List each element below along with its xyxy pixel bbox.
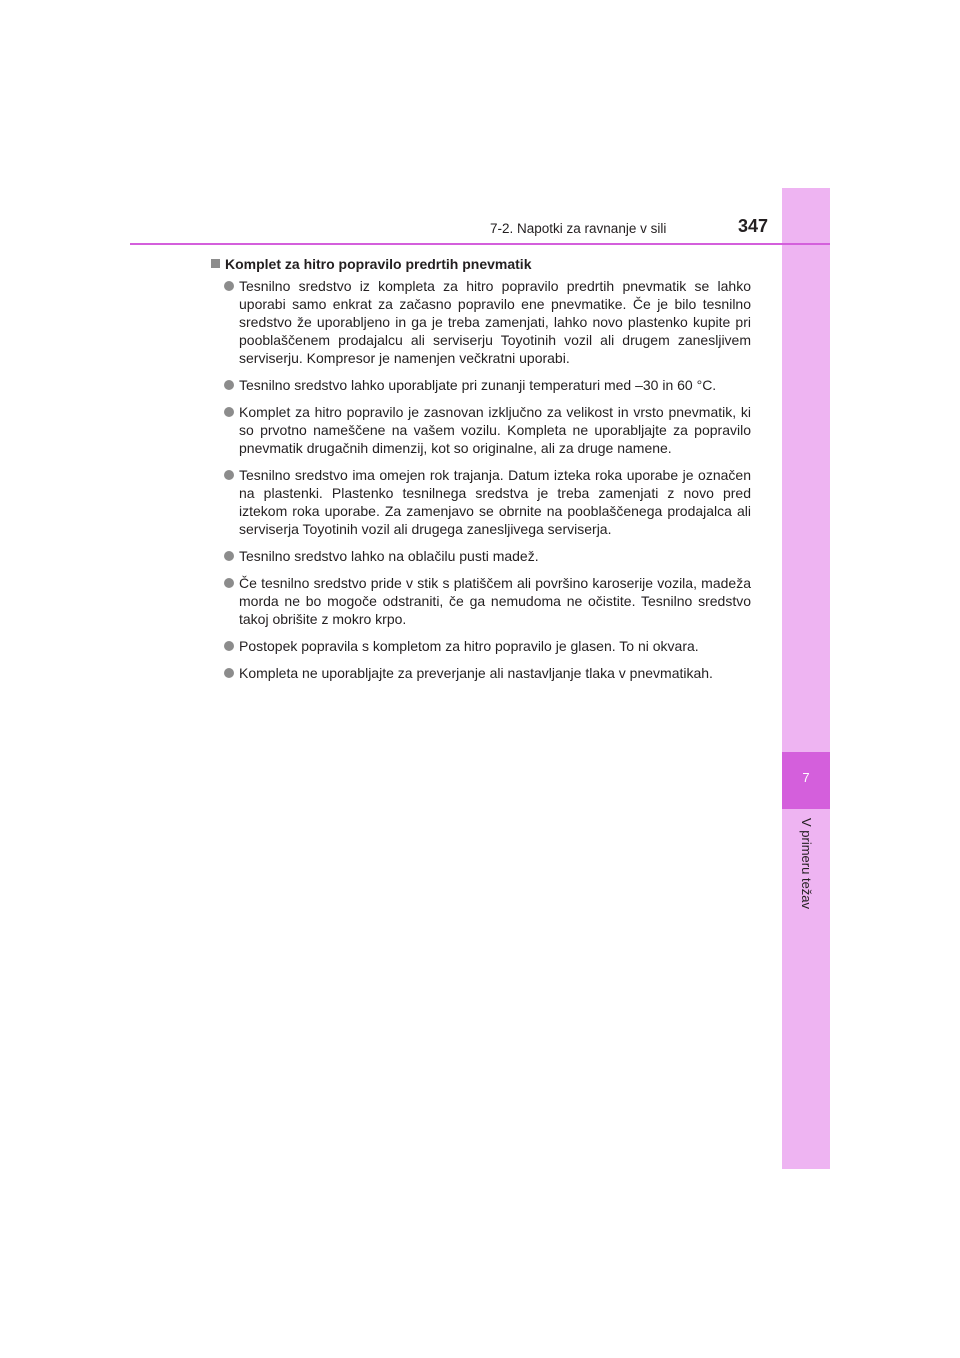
chapter-side-tab — [782, 188, 830, 1169]
square-bullet-icon — [211, 259, 220, 268]
bullet-list — [211, 277, 751, 682]
bullet-dot-icon — [224, 407, 234, 417]
list-item — [211, 376, 751, 394]
list-item-text: Kompleta ne uporabljajte za preverjanje ali nastavljanje tlaka v pnevmatikah. — [239, 665, 713, 681]
section-heading — [211, 255, 751, 273]
header-section-title: 7-2. Napotki za ravnanje v sili — [490, 221, 667, 236]
list-item — [211, 466, 751, 538]
list-item-text: Tesnilno sredstvo iz kompleta za hitro popravilo predrtih pnevmatik se lahko uporabi samo enkrat za začasno popravilo ene pnevmatike. Če je bilo tesnilno sredstvo že uporabljeno in ga je treba zamenjati, lahko novo plastenko kupite pri pooblaščenem prodajalcu ali serviserju Toyotinih vozil ali drugem zanesljivem serviserju. Kompresor je namenjen večkratni uporabi. — [239, 278, 751, 366]
list-item — [211, 664, 751, 682]
main-content — [211, 255, 751, 691]
section-heading-text: Komplet za hitro popravilo predrtih pnevmatik — [225, 256, 532, 272]
list-item-text: Postopek popravila s kompletom za hitro popravilo je glasen. To ni okvara. — [239, 638, 699, 654]
chapter-number-box — [782, 752, 830, 809]
bullet-dot-icon — [224, 380, 234, 390]
list-item-text: Komplet za hitro popravilo je zasnovan izključno za velikost in vrsto pnevmatik, ki so prvotno nameščene na vašem vozilu. Kompleta ne uporabljajte za popravilo pnevmatik drugačnih dimenzij, kot so originalne, ali za druge namene. — [239, 404, 751, 456]
list-item-text: Tesnilno sredstvo lahko uporabljate pri zunanji temperaturi med –30 in 60 °C. — [239, 377, 717, 393]
bullet-dot-icon — [224, 641, 234, 651]
list-item — [211, 637, 751, 655]
list-item — [211, 574, 751, 628]
chapter-title: V primeru težav — [799, 818, 814, 910]
bullet-dot-icon — [224, 578, 234, 588]
list-item-text: Tesnilno sredstvo lahko na oblačilu pusti madež. — [239, 548, 539, 564]
list-item-text: Tesnilno sredstvo ima omejen rok trajanja. Datum izteka roka uporabe je označen na plastenki. Plastenko tesnilnega sredstva je treba zamenjati z novo pred iztekom roka uporabe. Za zamenjavo se obrnite na pooblaščenega prodajalca ali serviserja Toyotinih vozil ali drugega zanesljivega serviserja. — [239, 467, 751, 537]
chapter-number: 7 — [802, 770, 810, 785]
bullet-dot-icon — [224, 470, 234, 480]
list-item — [211, 403, 751, 457]
list-item — [211, 547, 751, 565]
list-item-text: Če tesnilno sredstvo pride v stik s platiščem ali površino karoserije vozila, madeža morda ne bo mogoče odstraniti, če ga nemudoma ne očistite. Tesnilno sredstvo takoj obrišite z mokro krpo. — [239, 575, 751, 627]
list-item — [211, 277, 751, 367]
bullet-dot-icon — [224, 281, 234, 291]
page-number: 347 — [738, 216, 769, 236]
bullet-dot-icon — [224, 551, 234, 561]
header-divider — [130, 243, 830, 245]
bullet-dot-icon — [224, 668, 234, 678]
